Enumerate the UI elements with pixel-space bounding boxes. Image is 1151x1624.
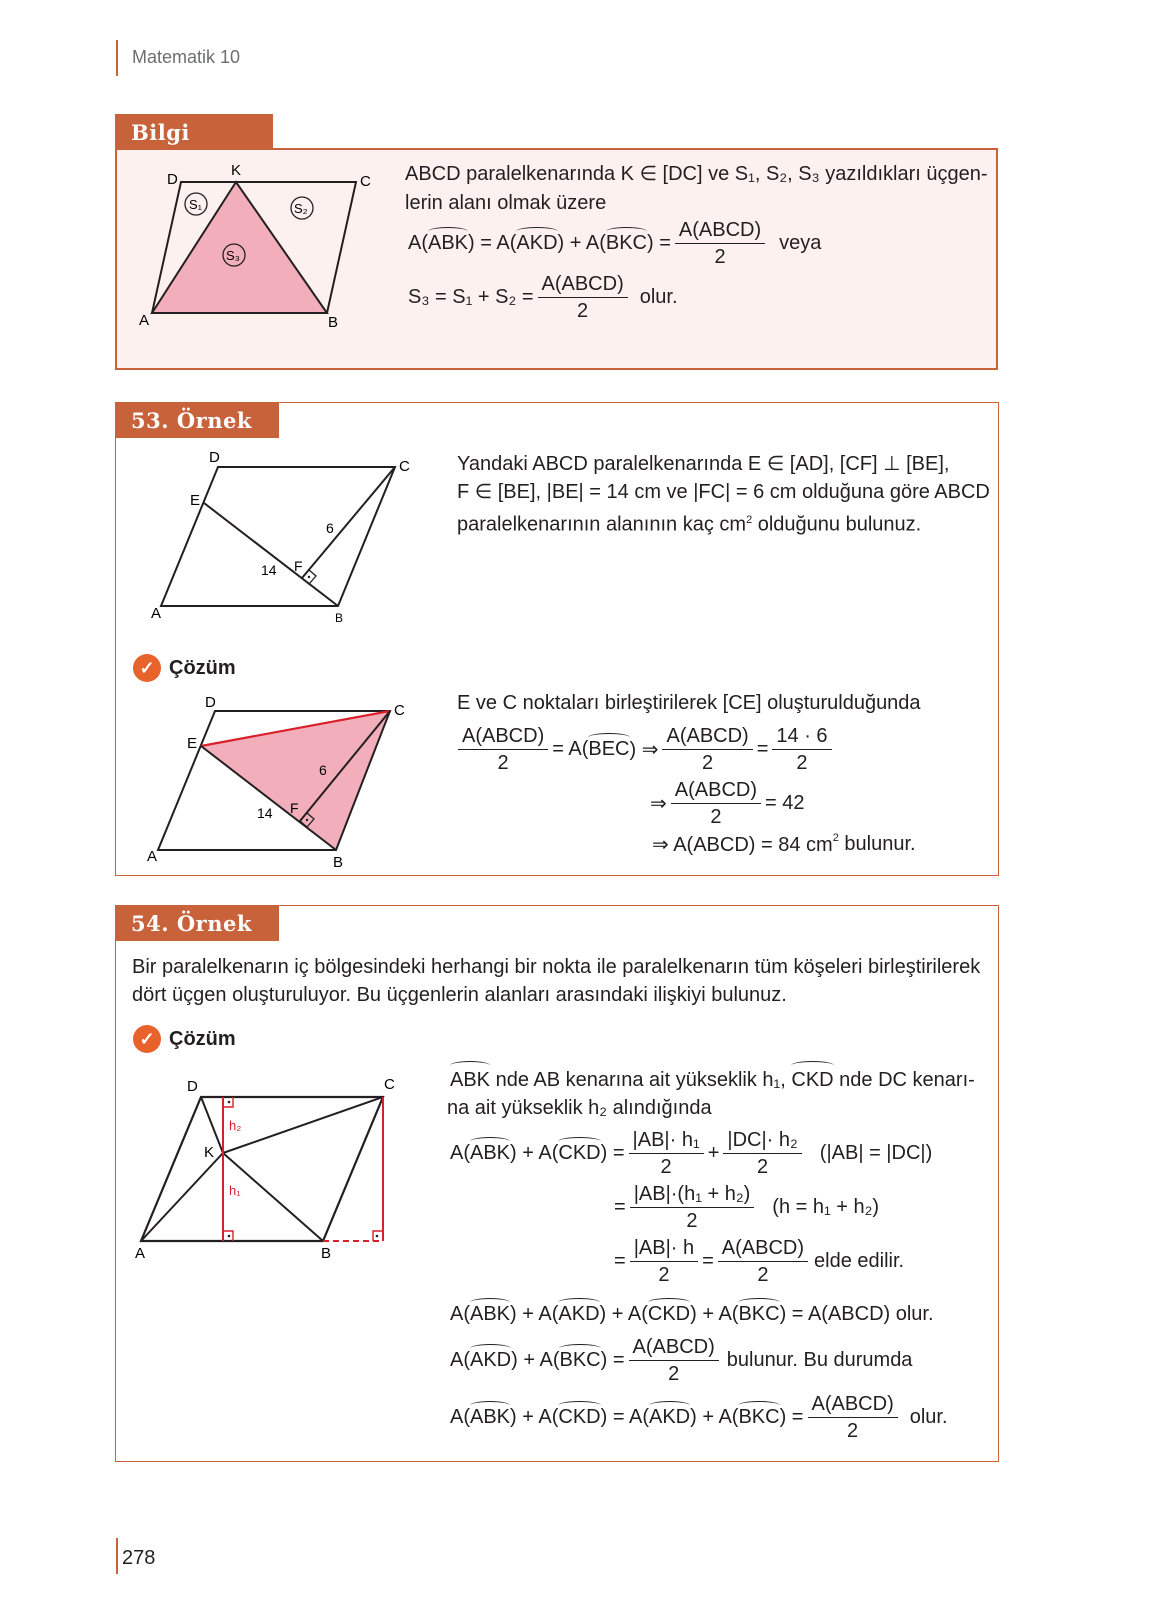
s1-label: S₁: [189, 197, 203, 212]
footer-rule: [116, 1538, 118, 1574]
label-f: F: [294, 558, 303, 574]
ex53-solution-eq-1: $\frac{\text{A(ABCD)}}{2}$ = A( BEC ) ⇒ $\frac{\text{A(ABCD)}}{2}$ = $\frac{14 \cdot 6}{2}$: [458, 724, 836, 775]
bilgi-tab: Bilgi: [115, 114, 273, 150]
ex54-eq-2: = $\frac{\text{|AB|·(h₁ + h₂)}}{2}$ (h = h₁ + h₂): [614, 1183, 880, 1232]
triangle-bec-fill: [201, 711, 390, 850]
segment-cf: [302, 467, 395, 578]
example-54-tab: 54. Örnek: [115, 905, 279, 941]
book-title: Matematik 10: [132, 47, 241, 67]
label-d: D: [209, 449, 220, 466]
label-a: A: [139, 312, 150, 329]
ex53-question-1: Yandaki ABCD paralelkenarında E ∈ [AD], [CF] ⊥ [BE],: [457, 453, 950, 475]
label-fourteen: 14: [261, 562, 277, 578]
ex54-solution-line-2: na ait yükseklik h₂ alındığında: [447, 1097, 712, 1119]
parallelogram: [141, 1097, 383, 1241]
label-e: E: [187, 735, 198, 752]
ex54-eq-5: A( AKD ) + A( BKC ) = $\frac{\text{A(ABCD)}}{2}$ bulunur. Bu durumda: [450, 1336, 913, 1385]
label-k: K: [204, 1144, 215, 1161]
label-a: A: [147, 848, 158, 865]
label-fourteen: 14: [257, 805, 273, 821]
example-54-figure: [125, 1070, 415, 1270]
label-c: C: [394, 702, 405, 719]
label-c: C: [360, 173, 371, 190]
ex53-question-2: F ∈ [BE], |BE| = 14 cm ve |FC| = 6 cm olduğuna göre ABCD: [457, 481, 990, 503]
ex53-solution-eq-2: ⇒ $\frac{\text{A(ABCD)}}{2}$ = 42: [650, 779, 805, 828]
label-f: F: [290, 800, 299, 816]
ex54-eq-1: A( ABK ) + A( CKD ) = $\frac{\text{|AB|· h₁}}{2}$ + $\frac{\text{|DC|· h₂}}{2}$ (|AB| = |DC|): [450, 1129, 933, 1178]
header-rule: [116, 40, 118, 76]
s3-label: S₃: [226, 248, 240, 263]
ex54-cozum-heading: ✓ Çözüm: [133, 1025, 236, 1053]
label-a: A: [135, 1245, 146, 1262]
label-c: C: [399, 458, 410, 475]
label-k: K: [231, 162, 242, 179]
label-d: D: [187, 1078, 198, 1095]
ex53-solution-intro: E ve C noktaları birleştirilerek [CE] oluşturulduğunda: [457, 692, 921, 714]
s2-label: S₂: [294, 201, 308, 216]
parallelogram: [161, 467, 395, 606]
label-a: A: [151, 605, 162, 622]
segment-ka: [141, 1153, 223, 1241]
ex53-cozum-heading: ✓ Çözüm: [133, 654, 236, 682]
bilgi-text-1: ABCD paralelkenarında K ∈ [DC] ve S₁, S₂, S₃ yazıldıkları üçgen-: [405, 163, 988, 185]
check-icon: ✓: [133, 1025, 161, 1053]
segment-be: [204, 503, 338, 606]
ex54-eq-4: A( ABK ) + A( AKD ) + A( CKD ) + A( BKC ) = A(ABCD) olur.: [450, 1303, 934, 1325]
bilgi-eq-1: A( ABK ) = A( AKD ) + A( BKC ) = $\frac{\text{A(ABCD)}}{2}$ veya: [408, 219, 822, 268]
label-d: D: [205, 694, 216, 711]
ex54-eq-6: A( ABK ) + A( CKD ) = A( AKD ) + A( BKC ) = $\frac{\text{A(ABCD)}}{2}$ olur.: [450, 1393, 948, 1442]
label-c: C: [384, 1076, 395, 1093]
label-six: 6: [319, 762, 327, 778]
segment-kc: [223, 1097, 383, 1153]
label-h1: h₁: [229, 1183, 241, 1198]
label-six: 6: [326, 520, 334, 536]
ex54-question-1: Bir paralelkenarın iç bölgesindeki herhangi bir nokta ile paralelkenarın tüm köşeleri birleştirilerek: [132, 956, 981, 978]
bilgi-eq-2: S₃ = S₁ + S₂ = $\frac{\text{A(ABCD)}}{2}$ olur.: [408, 273, 678, 322]
ex53-question-3: paralelkenarının alanının kaç $cm^2$ olduğunu bulunuz.: [457, 513, 922, 536]
check-icon: ✓: [133, 654, 161, 682]
ex54-question-2: dört üçgen oluşturuluyor. Bu üçgenlerin alanları arasındaki ilişkiyi bulunuz.: [132, 984, 787, 1006]
label-b: B: [333, 854, 344, 871]
bilgi-text-2: lerin alanı olmak üzere: [405, 192, 607, 214]
example-53-tab: 53. Örnek: [115, 402, 279, 438]
example-53-solution-figure: [140, 690, 430, 875]
page-number: 278: [122, 1547, 156, 1569]
label-b: B: [328, 314, 339, 331]
example-53-figure: [140, 445, 430, 630]
ex54-solution-line-1: ABK nde AB kenarına ait yükseklik h₁, CKD nde DC kenarı-: [450, 1066, 975, 1095]
bilgi-figure: [135, 158, 385, 338]
label-e: E: [190, 492, 201, 509]
label-b: B: [335, 611, 344, 625]
label-b: B: [321, 1245, 332, 1262]
ex54-eq-3: = $\frac{|AB|\cdot h}{2}$ = $\frac{\text{A(ABCD)}}{2}$ elde edilir.: [614, 1237, 905, 1286]
label-h2: h₂: [229, 1118, 242, 1133]
label-d: D: [167, 171, 178, 188]
ex53-solution-eq-3: ⇒ A(ABCD) = 84 cm $^2$ bulunur.: [652, 832, 916, 856]
